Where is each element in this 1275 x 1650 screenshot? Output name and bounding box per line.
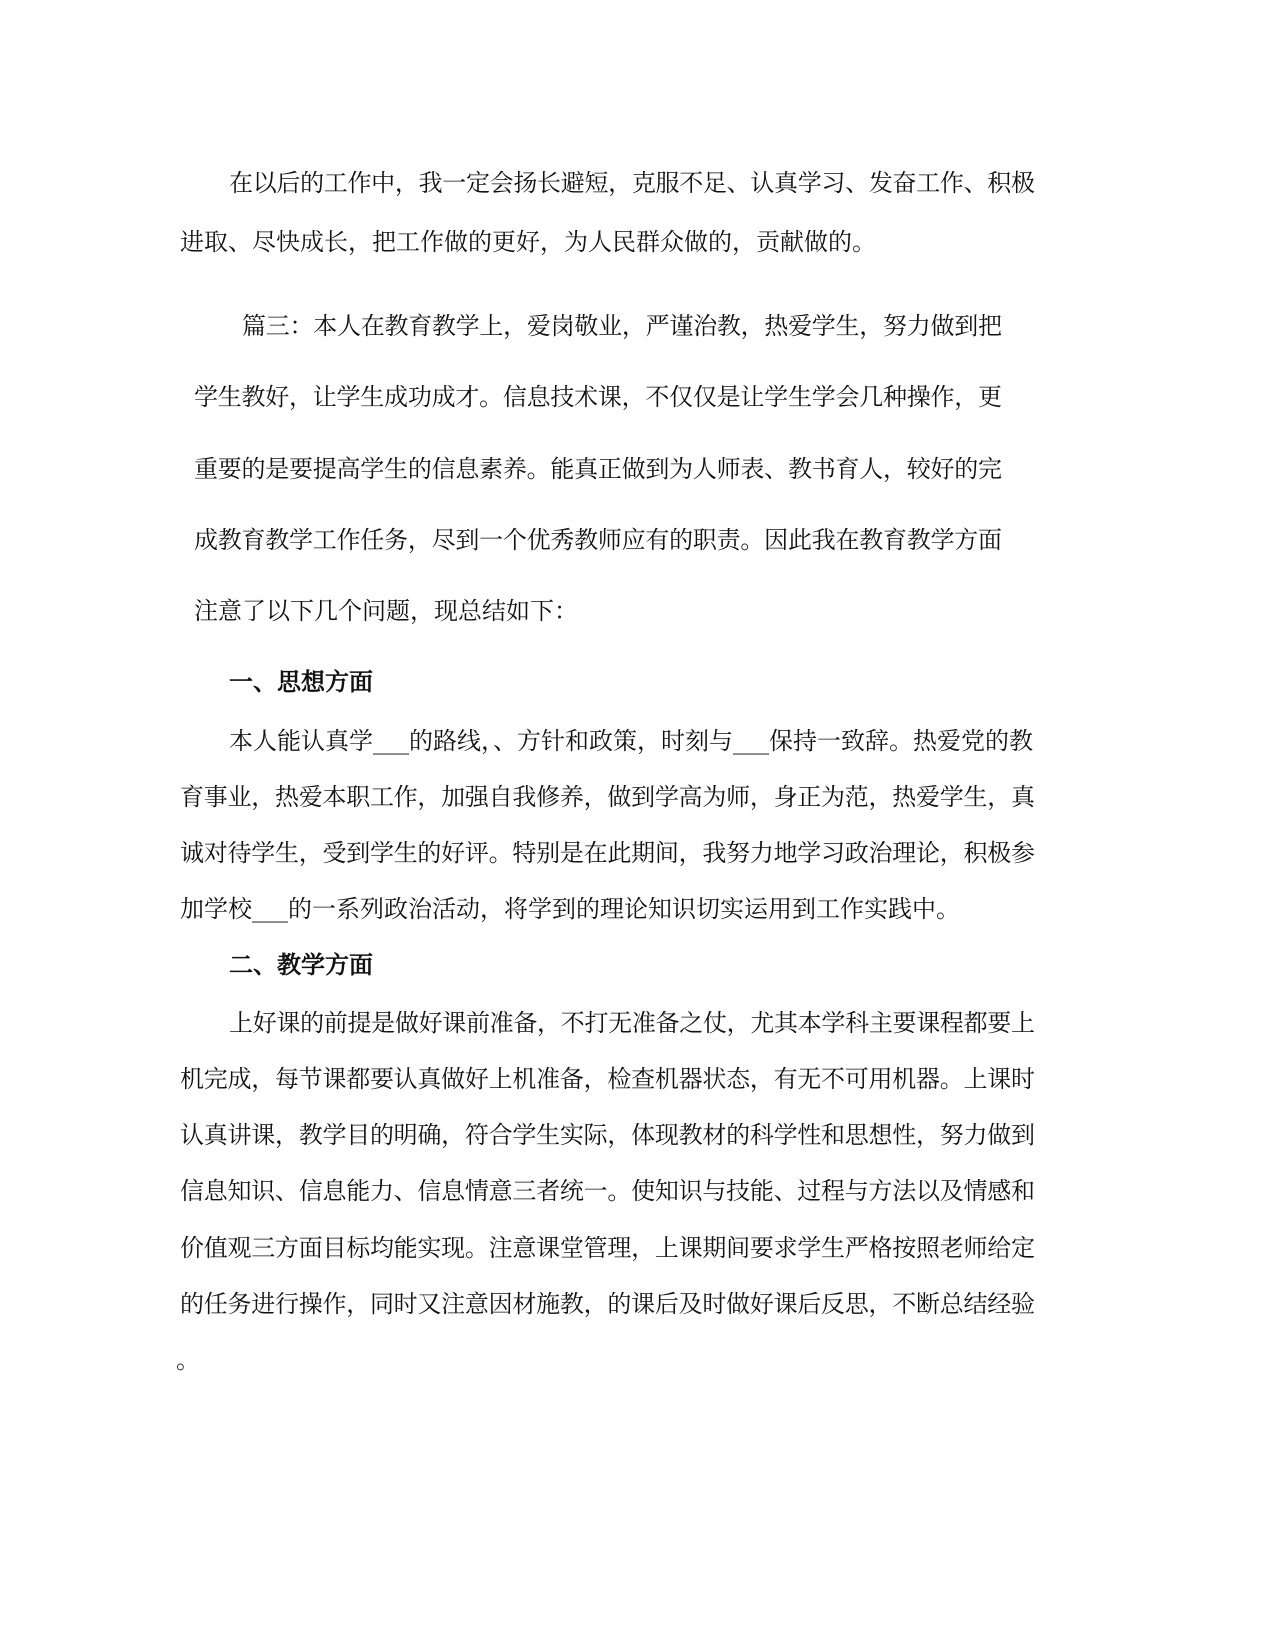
paragraph-line: 认真讲课，教学目的明确，符合学生实际，体现教材的科学性和思想性，努力做到 (180, 1121, 1035, 1149)
paragraph-line: 价值观三方面目标均能实现。注意课堂管理，上课期间要求学生严格按照老师给定 (180, 1234, 1035, 1262)
paragraph-line: 重要的是要提高学生的信息素养。能真正做到为人师表、教书育人，较好的完 (194, 455, 1002, 483)
paragraph-line: 在以后的工作中，我一定会扬长避短，克服不足、认真学习、发奋工作、积极 (229, 169, 1035, 197)
section-heading: 一、思想方面 (229, 667, 373, 696)
paragraph-line: 成教育教学工作任务，尽到一个优秀教师应有的职责。因此我在教育教学方面 (194, 526, 1002, 554)
paragraph-line: 学生教好，让学生成功成才。信息技术课，不仅仅是让学生学会几种操作，更 (194, 383, 1002, 411)
paragraph-line: 信息知识、信息能力、信息情意三者统一。使知识与技能、过程与方法以及情感和 (180, 1177, 1035, 1205)
section-heading: 二、教学方面 (229, 950, 373, 979)
paragraph-line: 的任务进行操作，同时又注意因材施教，的课后及时做好课后反思，不断总结经验 (180, 1290, 1035, 1318)
paragraph-line: 。 (176, 1346, 201, 1374)
paragraph-line: 诚对待学生，受到学生的好评。特别是在此期间，我努力地学习政治理论，积极参 (180, 839, 1035, 867)
paragraph-line: 机完成，每节课都要认真做好上机准备，检查机器状态，有无不可用机器。上课时 (180, 1065, 1035, 1093)
paragraph-line: 进取、尽快成长，把工作做的更好，为人民群众做的，贡献做的。 (180, 228, 876, 256)
paragraph-line: 本人能认真学___的路线，、方针和政策，时刻与___保持一致辞。热爱党的教 (229, 727, 1033, 755)
paragraph-line: 上好课的前提是做好课前准备，不打无准备之仗，尤其本学科主要课程都要上 (229, 1009, 1035, 1037)
paragraph-line: 篇三：本人在教育教学上，爱岗敬业，严谨治教，热爱学生，努力做到把 (242, 312, 1002, 340)
paragraph-line: 注意了以下几个问题，现总结如下： (194, 597, 578, 625)
paragraph-line: 育事业，热爱本职工作，加强自我修养，做到学高为师，身正为范，热爱学生，真 (180, 783, 1035, 811)
paragraph-line: 加学校___的一系列政治活动，将学到的理论知识切实运用到工作实践中。 (180, 895, 960, 923)
